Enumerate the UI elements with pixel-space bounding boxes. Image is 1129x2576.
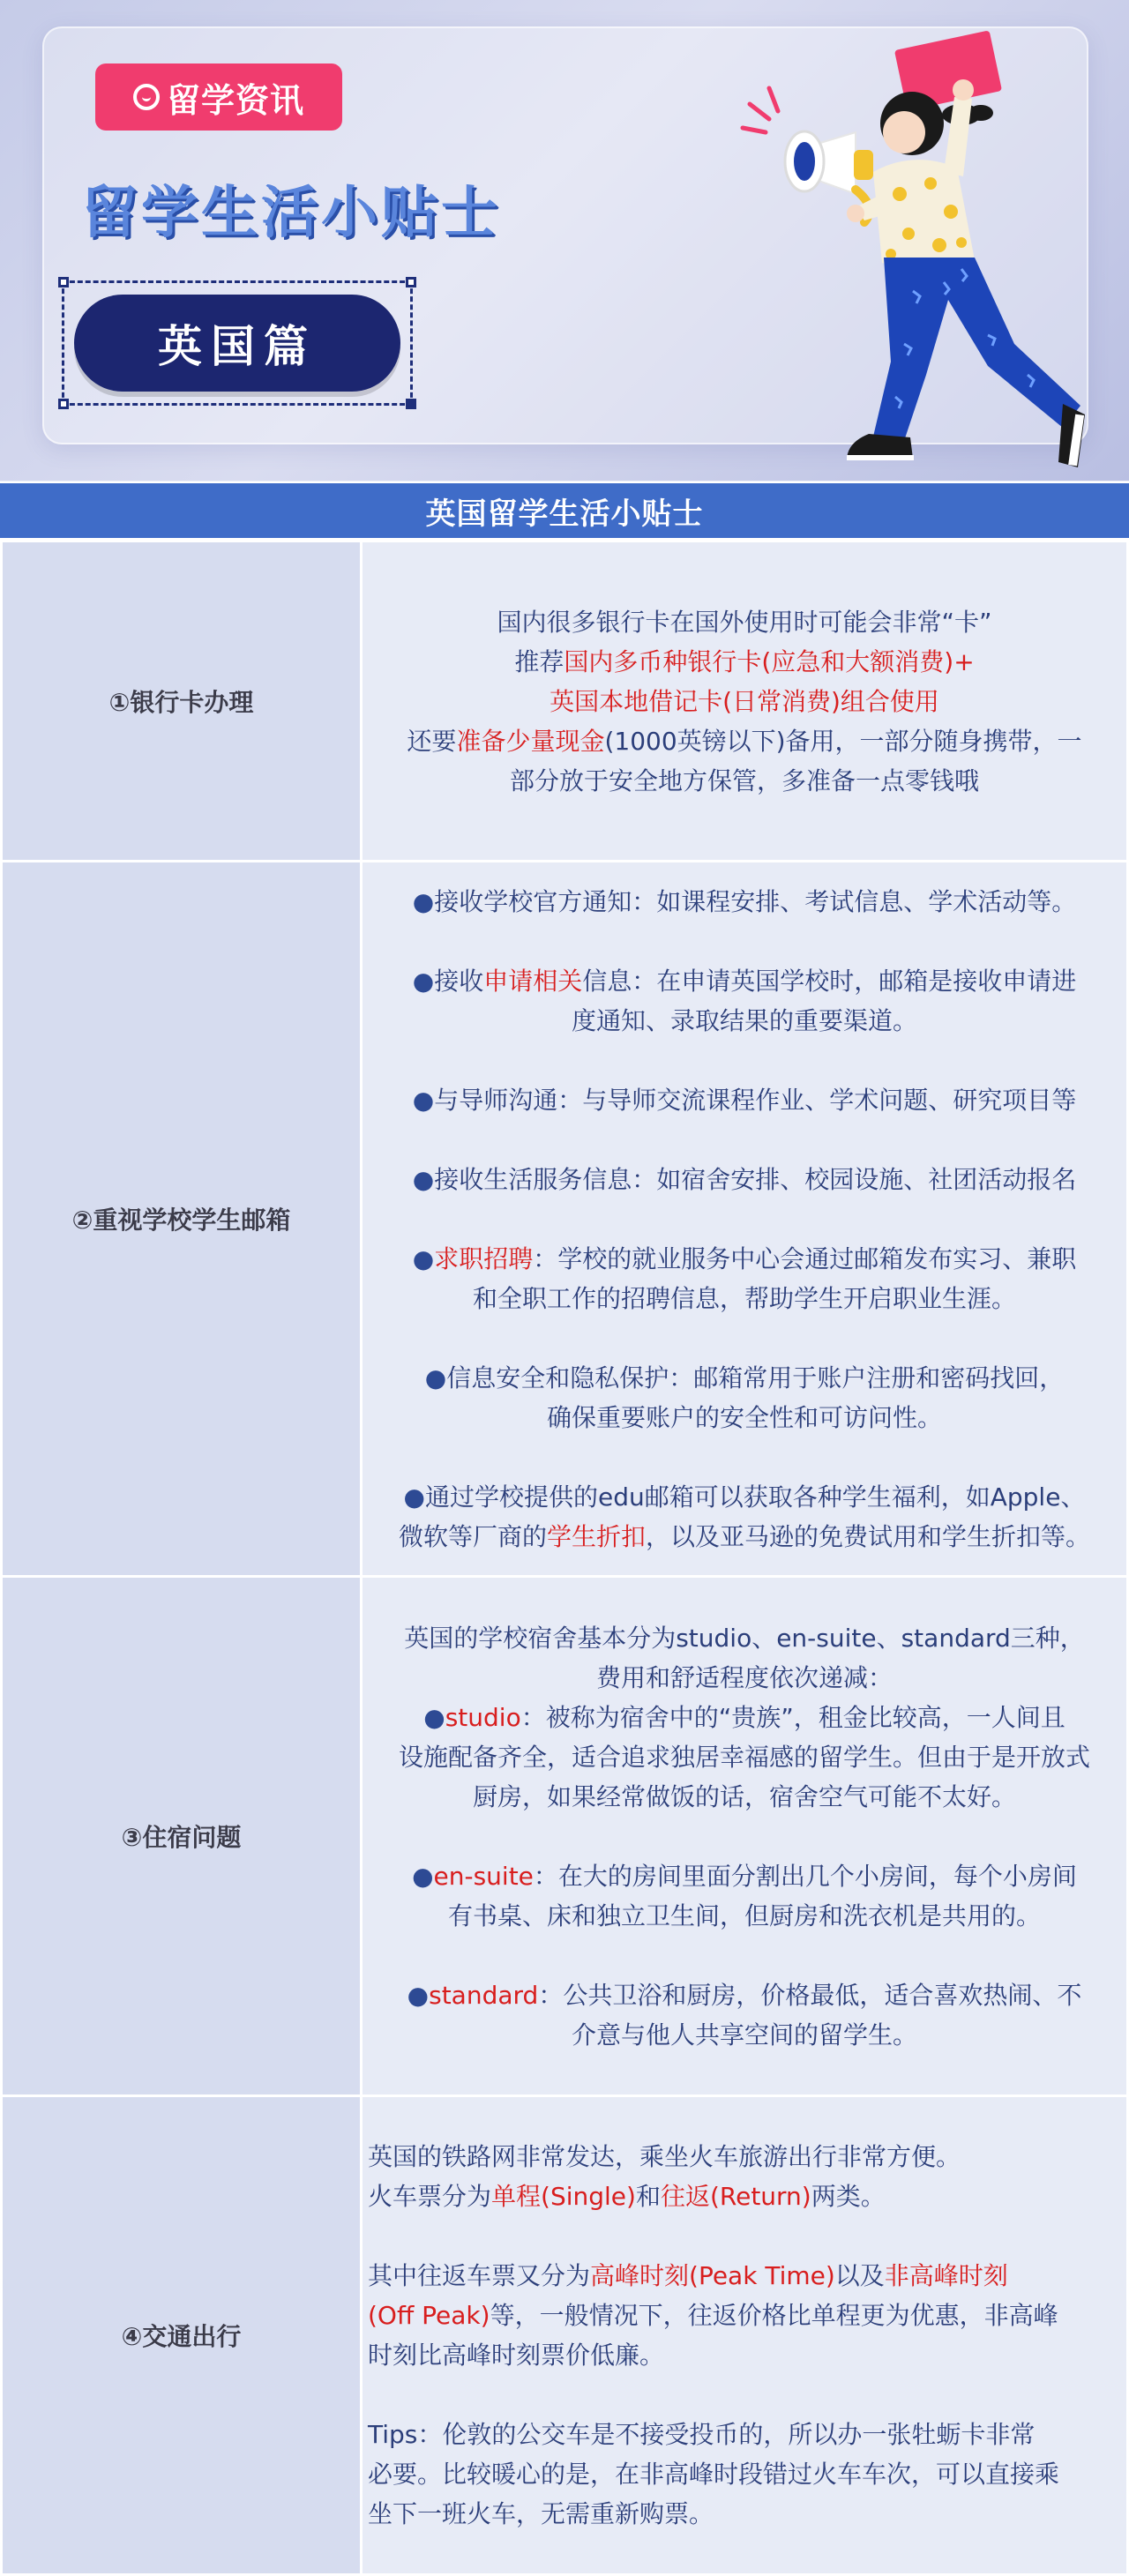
news-tag-label: 留学资讯 (166, 80, 304, 120)
text-line (368, 882, 1121, 922)
body-text: 和 (635, 2182, 661, 2211)
table-row (2, 2096, 1128, 2575)
blank-line (368, 1318, 1121, 1358)
body-text: 国内很多银行卡在国外使用时可能会非常“卡” (497, 607, 992, 637)
highlight-text: 国内多币种银行卡(应急和大额消费)+ (564, 646, 975, 676)
blank-line (368, 922, 1121, 961)
body-text: 以及 (834, 2261, 885, 2290)
text-line (368, 1896, 1121, 1936)
body-text: 还要 (407, 726, 457, 756)
trousers (873, 258, 1080, 441)
highlight-text: 学生折扣 (546, 1521, 646, 1551)
text-line (368, 2177, 1121, 2216)
text-line (368, 1477, 1121, 1517)
body-text: 费用和舒适程度依次递减： (595, 1662, 893, 1692)
highlight-text: 往返(Return) (660, 2182, 811, 2211)
body-text: 等，一般情况下，往返价格比单程更为优惠，非高峰 (490, 2301, 1058, 2330)
face (883, 111, 925, 153)
row-label: ③住宿问题 (2, 1577, 362, 2096)
text-line (368, 2256, 1121, 2296)
highlight-text: en-suite (433, 1861, 534, 1891)
body-text: ：在大的房间里面分割出几个小房间，每个小房间 (533, 1861, 1077, 1891)
highlight-text: (Off Peak) (368, 2301, 490, 2330)
row-label: ①银行卡办理 (2, 541, 362, 862)
highlight-text: 求职招聘 (434, 1243, 534, 1273)
bullet-icon: ● (412, 1164, 435, 1194)
text-line (368, 1358, 1121, 1398)
blank-line (368, 1936, 1121, 1975)
sparkle-lines (743, 88, 778, 132)
tips-table-grid (0, 540, 1129, 2576)
row-content (362, 2096, 1128, 2575)
body-text: 与导师沟通：与导师交流课程作业、学术问题、研究项目等 (434, 1085, 1077, 1115)
bullet-icon: ● (412, 886, 435, 916)
blank-line (368, 1199, 1121, 1239)
body-text: ，以及亚马逊的免费试用和学生折扣等。 (646, 1521, 1091, 1551)
blank-line (368, 1437, 1121, 1477)
body-text: 推荐 (514, 646, 564, 676)
body-text: 其中往返车票又分为 (368, 2261, 591, 2290)
table-row (2, 1577, 1128, 2096)
frame-handle (58, 399, 69, 409)
table-row (2, 862, 1128, 1577)
text-line (368, 1975, 1121, 2015)
text-line (368, 2137, 1121, 2177)
text-line (368, 2296, 1121, 2335)
text-line (368, 1279, 1121, 1318)
body-text: 厨房，如果经常做饭的话，宿舍空气可能不太好。 (472, 1781, 1016, 1811)
text-line (368, 1239, 1121, 1279)
highlight-text: studio (445, 1702, 521, 1732)
chat-bubble-icon (133, 84, 160, 110)
highlight-text: 非高峰时刻 (884, 2261, 1008, 2290)
bullet-icon: ● (412, 966, 435, 996)
body-text: 坐下一班火车，无需重新购票。 (368, 2499, 714, 2528)
body-text: 介意与他人共享空间的留学生。 (571, 2020, 917, 2050)
blank-line (368, 1817, 1121, 1856)
row-content (362, 541, 1128, 862)
body-text: ：被称为宿舍中的“贵族”，租金比较高，一人间且 (520, 1702, 1065, 1732)
bullet-icon: ● (423, 1702, 445, 1732)
blank-line (368, 2216, 1121, 2256)
body-text: 接收生活服务信息：如宿舍安排、校园设施、社团活动报名 (434, 1164, 1077, 1194)
highlight-text: 单程(Single) (491, 2182, 636, 2211)
page-title: 留学生活小贴士 (81, 180, 501, 246)
row-content (362, 1577, 1128, 2096)
body-text: 通过学校提供的edu邮箱可以获取各种学生福利，如Apple、 (424, 1482, 1086, 1512)
text-line (368, 2454, 1121, 2494)
text-line (368, 1398, 1121, 1437)
table-title: 英国留学生活小贴士 (0, 482, 1129, 540)
body-text: 英国的铁路网非常发达，乘坐火车旅游出行非常方便。 (368, 2142, 961, 2171)
body-text: 信息安全和隐私保护：邮箱常用于账户注册和密码找回， (446, 1363, 1065, 1393)
text-line (368, 682, 1121, 721)
body-text: 火车票分为 (368, 2182, 492, 2211)
text-line (368, 761, 1121, 801)
frame-handle (406, 277, 416, 287)
frame-handle (58, 277, 69, 287)
body-text: 微软等厂商的 (398, 1521, 547, 1551)
text-line (368, 961, 1121, 1001)
bullet-icon: ● (412, 1243, 435, 1273)
body-text: 接收 (434, 966, 484, 996)
body-text: 有书桌、床和独立卫生间，但厨房和洗衣机是共用的。 (447, 1900, 1041, 1930)
text-line (368, 602, 1121, 642)
text-line (368, 1001, 1121, 1041)
blank-line (368, 1120, 1121, 1160)
body-text: 设施配备齐全，适合追求独居幸福感的留学生。但由于是开放式 (398, 1742, 1090, 1772)
highlight-text: 准备少量现金 (456, 726, 605, 756)
tips-table (0, 482, 1129, 2576)
text-line (368, 2015, 1121, 2055)
body-text: ：学校的就业服务中心会通过邮箱发布实习、兼职 (533, 1243, 1077, 1273)
body-text: 时刻比高峰时刻票价低廉。 (368, 2341, 665, 2370)
highlight-text: 高峰时刻(Peak Time) (590, 2261, 835, 2290)
row-label: ④交通出行 (2, 2096, 362, 2575)
subtitle-pill: 英国篇 (74, 295, 400, 392)
text-line (368, 721, 1121, 761)
text-line (368, 1856, 1121, 1896)
body-text: 两类。 (811, 2182, 886, 2211)
body-text: 接收学校官方通知：如课程安排、考试信息、学术活动等。 (434, 886, 1077, 916)
text-line (368, 2415, 1121, 2454)
text-line (368, 1777, 1121, 1817)
text-line (368, 2494, 1121, 2534)
highlight-text: 申请相关 (483, 966, 583, 996)
bullet-icon: ● (424, 1363, 447, 1393)
text-line (368, 1658, 1121, 1698)
highlight-text: 英国本地借记卡(日常消费)组合使用 (550, 686, 939, 716)
highlight-text: standard (429, 1980, 539, 2010)
body-text: Tips：伦敦的公交车是不接受投币的，所以办一张牡蛎卡非常 (368, 2420, 1036, 2449)
bullet-icon: ● (403, 1482, 425, 1512)
text-line (368, 1160, 1121, 1199)
text-line (368, 1080, 1121, 1120)
row-content (362, 862, 1128, 1577)
body-text: 和全职工作的招聘信息，帮助学生开启职业生涯。 (472, 1283, 1016, 1313)
text-line (368, 1517, 1121, 1557)
text-line (368, 1698, 1121, 1737)
table-row (2, 541, 1128, 862)
body-text: 信息：在申请英国学校时，邮箱是接收申请进 (582, 966, 1077, 996)
text-line (368, 2335, 1121, 2375)
frame-handle (406, 399, 416, 409)
woman-with-megaphone-illustration (723, 26, 1111, 467)
bullet-icon: ● (412, 1085, 435, 1115)
body-text: 部分放于安全地方保管，多准备一点零钱哦 (509, 765, 979, 795)
body-text: (1000英镑以下)备用，一部分随身携带，一 (604, 726, 1082, 756)
text-line (368, 1737, 1121, 1777)
body-text: 英国的学校宿舍基本分为studio、en-suite、standard三种， (404, 1623, 1085, 1653)
row-label: ②重视学校学生邮箱 (2, 862, 362, 1577)
body-text: 确保重要账户的安全性和可访问性。 (546, 1402, 942, 1432)
blank-line (368, 2375, 1121, 2415)
body-text: ：公共卫浴和厨房，价格最低，适合喜欢热闹、不 (538, 1980, 1082, 2010)
text-line (368, 642, 1121, 682)
body-text: 必要。比较暖心的是，在非高峰时段错过火车车次，可以直接乘 (368, 2460, 1060, 2489)
blank-line (368, 1041, 1121, 1080)
text-line (368, 1618, 1121, 1658)
news-tag (95, 63, 342, 131)
bullet-icon: ● (407, 1980, 430, 2010)
body-text: 度通知、录取结果的重要渠道。 (571, 1005, 917, 1035)
header-banner (0, 0, 1129, 481)
bullet-icon: ● (412, 1861, 434, 1891)
